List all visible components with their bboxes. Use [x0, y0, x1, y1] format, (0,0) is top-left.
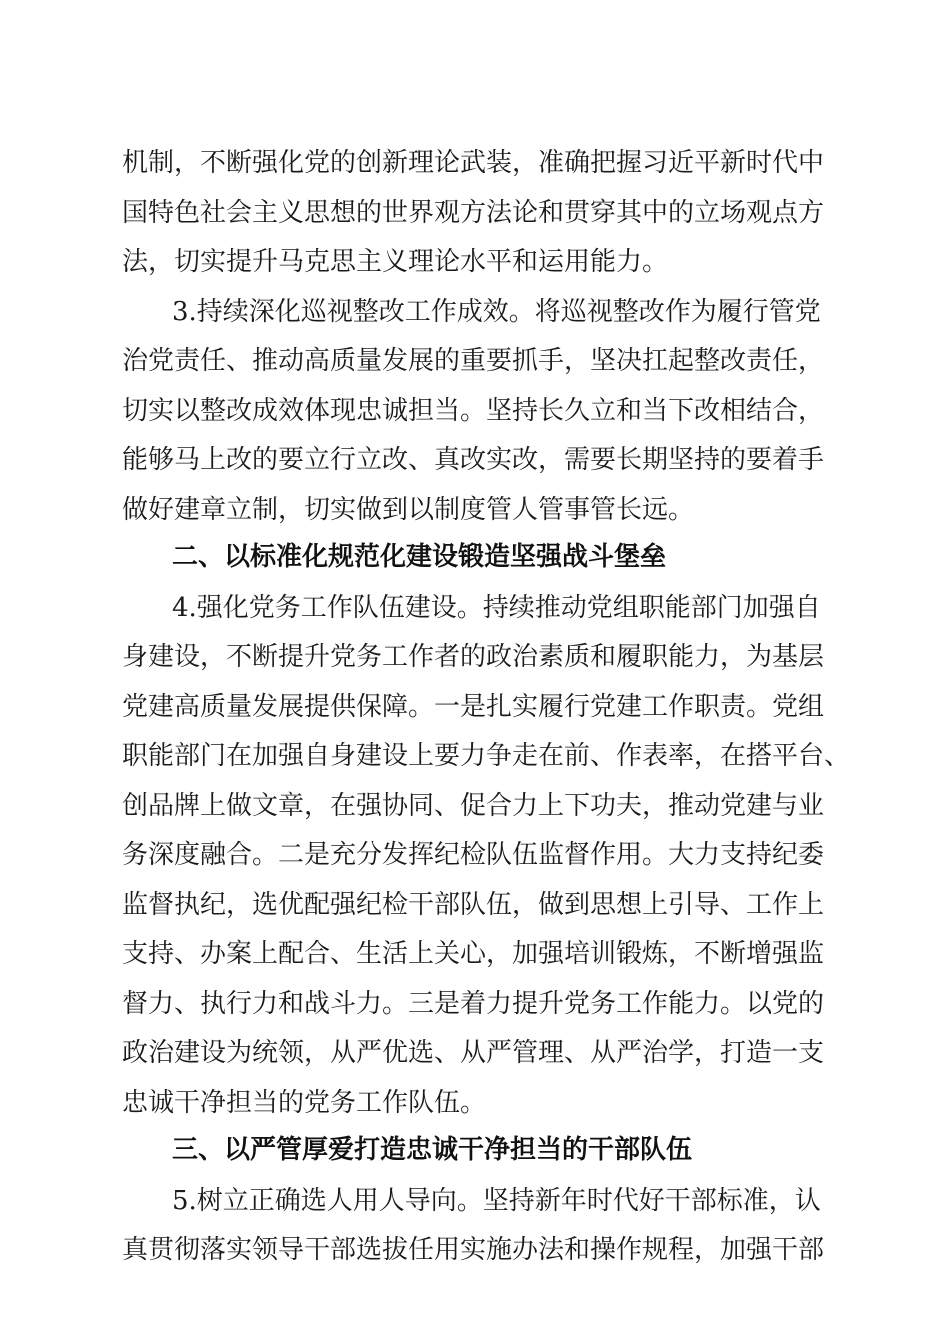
section-heading-3: 三、以严管厚爱打造忠诚干净担当的干部队伍	[172, 1135, 693, 1165]
text-line: 支持、办案上配合、生活上关心，加强培训锻炼，不断增强监	[122, 939, 825, 969]
paragraph-5-first-line: 5.树立正确选人用人导向。坚持新年时代好干部标准，认	[172, 1186, 821, 1216]
text-line: 政治建设为统领，从严优选、从严管理、从严治学，打造一支	[122, 1038, 825, 1068]
text-line: 国特色社会主义思想的世界观方法论和贯穿其中的立场观点方	[122, 198, 825, 228]
section-heading-2: 二、以标准化规范化建设锻造坚强战斗堡垒	[172, 542, 667, 572]
text-line: 身建设，不断提升党务工作者的政治素质和履职能力，为基层	[122, 642, 825, 672]
text-line: 法，切实提升马克思主义理论水平和运用能力。	[122, 247, 669, 277]
text-line: 创品牌上做文章，在强协同、促合力上下功夫，推动党建与业	[122, 791, 825, 821]
text-line: 务深度融合。二是充分发挥纪检队伍监督作用。大力支持纪委	[122, 840, 825, 870]
text-line: 监督执纪，选优配强纪检干部队伍，做到思想上引导、工作上	[122, 890, 825, 920]
paragraph-3-first-line: 3.持续深化巡视整改工作成效。将巡视整改作为履行管党	[172, 297, 821, 327]
text-line: 职能部门在加强自身建设上要力争走在前、作表率，在搭平台、	[122, 741, 851, 771]
text-line: 机制，不断强化党的创新理论武装，准确把握习近平新时代中	[122, 148, 825, 178]
text-line: 真贯彻落实领导干部选拔任用实施办法和操作规程，加强干部	[122, 1235, 825, 1265]
paragraph-4-first-line: 4.强化党务工作队伍建设。持续推动党组职能部门加强自	[172, 593, 821, 623]
text-line: 党建高质量发展提供保障。一是扎实履行党建工作职责。党组	[122, 692, 825, 722]
text-line: 治党责任、推动高质量发展的重要抓手，坚决扛起整改责任，	[122, 346, 825, 376]
text-line: 督力、执行力和战斗力。三是着力提升党务工作能力。以党的	[122, 989, 825, 1019]
text-line: 做好建章立制，切实做到以制度管人管事管长远。	[122, 495, 695, 525]
text-line: 能够马上改的要立行立改、真改实改，需要长期坚持的要着手	[122, 445, 825, 475]
text-line: 忠诚干净担当的党务工作队伍。	[122, 1088, 487, 1118]
text-line: 切实以整改成效体现忠诚担当。坚持长久立和当下改相结合，	[122, 396, 825, 426]
